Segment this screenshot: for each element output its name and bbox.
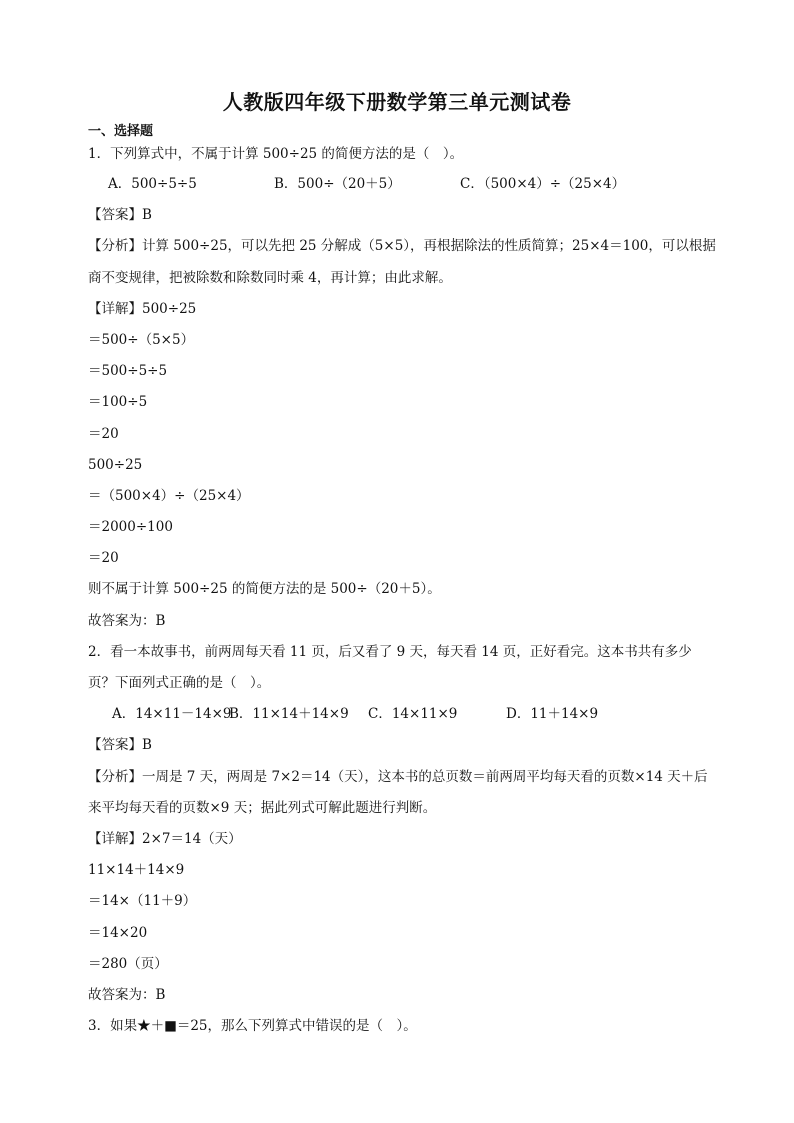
q1-conclusion: 则不属于计算 500÷25 的简便方法的是 500÷（20＋5）。 [88, 581, 441, 597]
q2-analysis-line-1: 【分析】一周是 7 天，两周是 7×2＝14（天），这本书的总页数＝前两周平均每天看的页数×14 天＋后 [88, 769, 708, 785]
q1-detail-line: ＝500÷（5×5） [88, 332, 195, 348]
q2-detail-line: ＝280（页） [88, 956, 168, 972]
q2-answer: 【答案】B [88, 737, 152, 753]
q1-detail-line: ＝2000÷100 [88, 519, 173, 535]
q1-answer: 【答案】B [88, 207, 152, 223]
q1-option-c: C．（500×4）÷（25×4） [460, 176, 626, 192]
q2-final-answer: 故答案为：B [88, 987, 166, 1003]
q1-detail-line: ＝500÷5÷5 [88, 363, 168, 379]
q3-stem: 3．如果★＋■＝25，那么下列算式中错误的是（ ）。 [88, 1018, 417, 1034]
q1-detail-line: ＝100÷5 [88, 394, 148, 410]
page-title: 人教版四年级下册数学第三单元测试卷 [222, 90, 572, 114]
q2-option-a: A．14×11－14×9 [112, 706, 232, 722]
section-heading: 一、选择题 [88, 124, 154, 139]
q1-detail-line: ＝（500×4）÷（25×4） [88, 488, 250, 504]
q2-detail-line: ＝14×20 [88, 925, 148, 941]
q2-option-c: C．14×11×9 [368, 706, 458, 722]
q2-option-d: D．11＋14×9 [506, 706, 599, 722]
q2-analysis-line-2: 来平均每天看的页数×9 天；据此列式可解此题进行判断。 [88, 800, 437, 816]
q2-detail-line: 【详解】2×7＝14（天） [88, 831, 242, 847]
q1-option-b: B．500÷（20＋5） [274, 176, 401, 192]
q2-detail-line: ＝14×（11＋9） [88, 893, 197, 909]
q1-final-answer: 故答案为：B [88, 613, 166, 629]
q2-option-b: B．11×14＋14×9 [229, 706, 349, 722]
q1-detail-line: ＝20 [88, 550, 119, 566]
q1-detail-line: ＝20 [88, 426, 119, 442]
q1-option-a: A．500÷5÷5 [108, 176, 197, 192]
q1-detail-line: 500÷25 [88, 457, 143, 473]
q2-stem-line-2: 页？下面列式正确的是（ ）。 [88, 675, 271, 691]
q1-stem: 1．下列算式中，不属于计算 500÷25 的简便方法的是（ ）。 [88, 146, 464, 162]
q2-detail-line: 11×14＋14×9 [88, 862, 185, 878]
q2-stem-line-1: 2．看一本故事书，前两周每天看 11 页，后又看了 9 天，每天看 14 页，正好看完。这本书共有多少 [88, 644, 692, 660]
q1-analysis-line-1: 【分析】计算 500÷25，可以先把 25 分解成（5×5），再根据除法的性质简算；25×4＝100，可以根据 [88, 238, 716, 254]
q1-detail-line: 【详解】500÷25 [88, 301, 197, 317]
q1-analysis-line-2: 商不变规律，把被除数和除数同时乘 4，再计算；由此求解。 [88, 270, 452, 286]
